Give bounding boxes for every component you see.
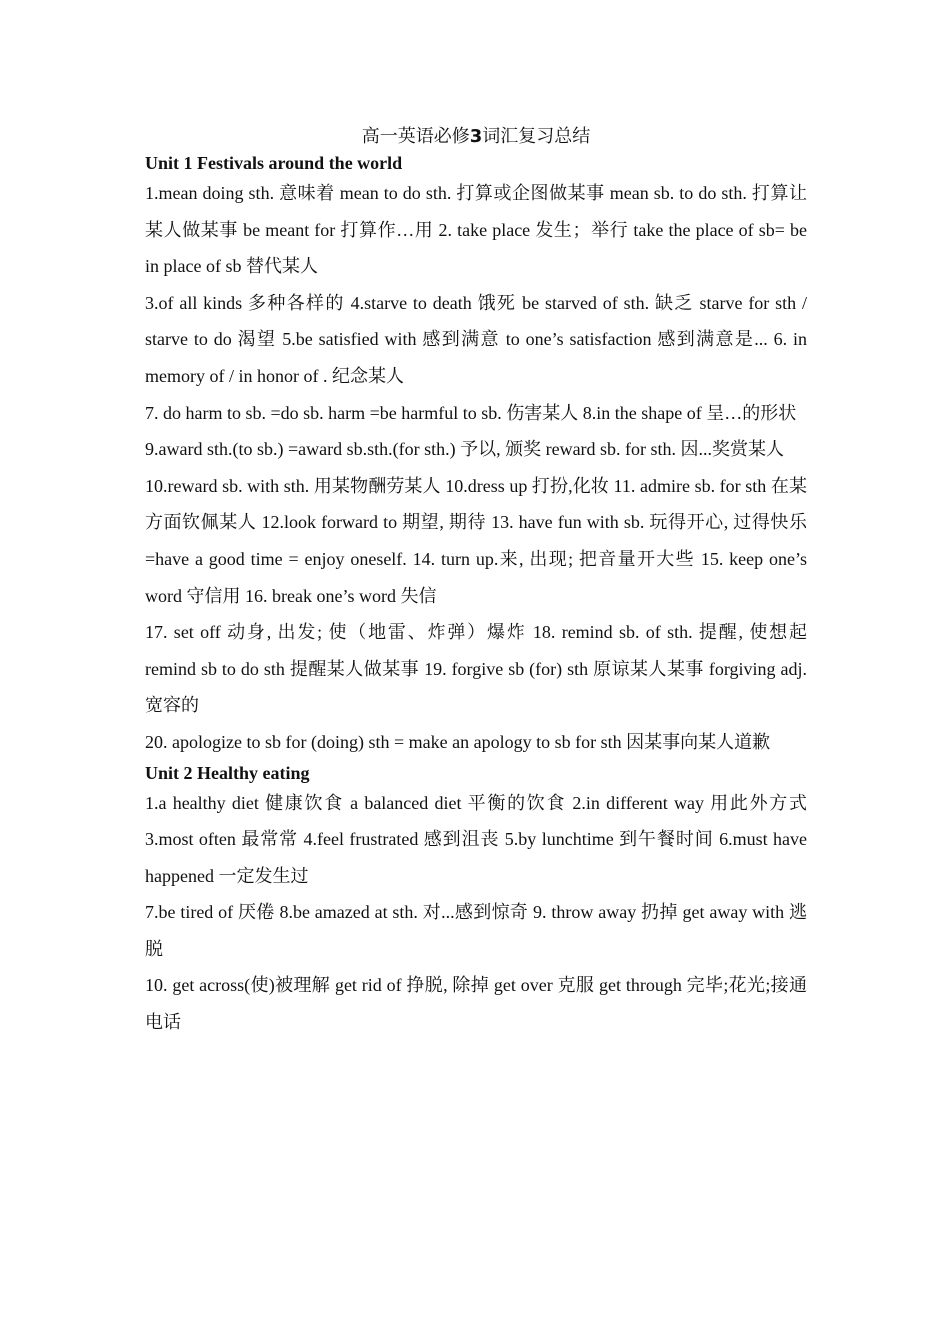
title-prefix: 高一英语必修 [361,126,470,146]
document-title [145,122,807,151]
vocab-paragraph: 3.of all kinds 多种各样的 4.starve to death 饿死 be starved of sth. 缺乏 starve for sth / starve to do 渴望 5.be satisfied with 感到满意 to one’s satisfaction 感到满意是... 6. in memory of / in honor of . 纪念某人 [145,292,807,386]
vocab-paragraph: 20. apologize to sb for (doing) sth = make an apology to sb for sth 因某事向某人道歉 [145,731,771,752]
unit-1-section [145,151,807,761]
vocab-paragraph: 10. get across(使)被理解 get rid of 挣脱, 除掉 get over 克服 get through 完毕;花光;接通电话 [145,975,807,1033]
vocab-paragraph: 17. set off 动身, 出发; 使（地雷、炸弹）爆炸 18. remind sb. of sth. 提醒, 使想起 remind sb to do sth 提醒某人做某事 19. forgive sb (for) sth 原谅某人某事 forgiving adj. 宽容的 [145,622,807,716]
vocab-paragraph: 7. do harm to sb. =do sb. harm =be harmful to sb. 伤害某人 8.in the shape of 呈…的形状 [145,402,797,423]
vocab-paragraph: 10.reward sb. with sth. 用某物酬劳某人 10.dress up 打扮,化妆 11. admire sb. for sth 在某方面钦佩某人 12.look forward to 期望, 期待 13. have fun with sb. 玩得开心, 过得快乐 =have a good time = enjoy oneself. 14. turn up.来, 出现; 把音量开大些 15. keep one’s word 守信用 16. break one’s word 失信 [145,475,807,606]
vocab-paragraph: 9.award sth.(to sb.) =award sb.sth.(for sth.) 予以, 颁奖 reward sb. for sth. 因...奖赏某人 [145,439,785,460]
unit-2-heading: Unit 2 Healthy eating [145,762,310,783]
title-suffix: 词汇复习总结 [482,126,591,146]
document-page [145,122,807,1041]
unit-1-heading: Unit 1 Festivals around the world [145,153,403,173]
vocab-paragraph: 7.be tired of 厌倦 8.be amazed at sth. 对...感到惊奇 9. throw away 扔掉 get away with 逃脱 [145,902,807,959]
vocab-paragraph: 1.mean doing sth. 意味着 mean to do sth. 打算或企图做某事 mean sb. to do sth. 打算让某人做某事 be meant for 打算作…用 2. take place 发生；举行 take the place of sb= be in place of sb 替代某人 [145,183,807,277]
unit-2-section [145,761,807,1041]
title-number: 3 [469,126,483,147]
vocab-paragraph: 1.a healthy diet 健康饮食 a balanced diet 平衡的饮食 2.in different way 用此外方式 3.most often 最常常 4.feel frustrated 感到沮丧 5.by lunchtime 到午餐时间 6.must have happened 一定发生过 [145,792,807,886]
